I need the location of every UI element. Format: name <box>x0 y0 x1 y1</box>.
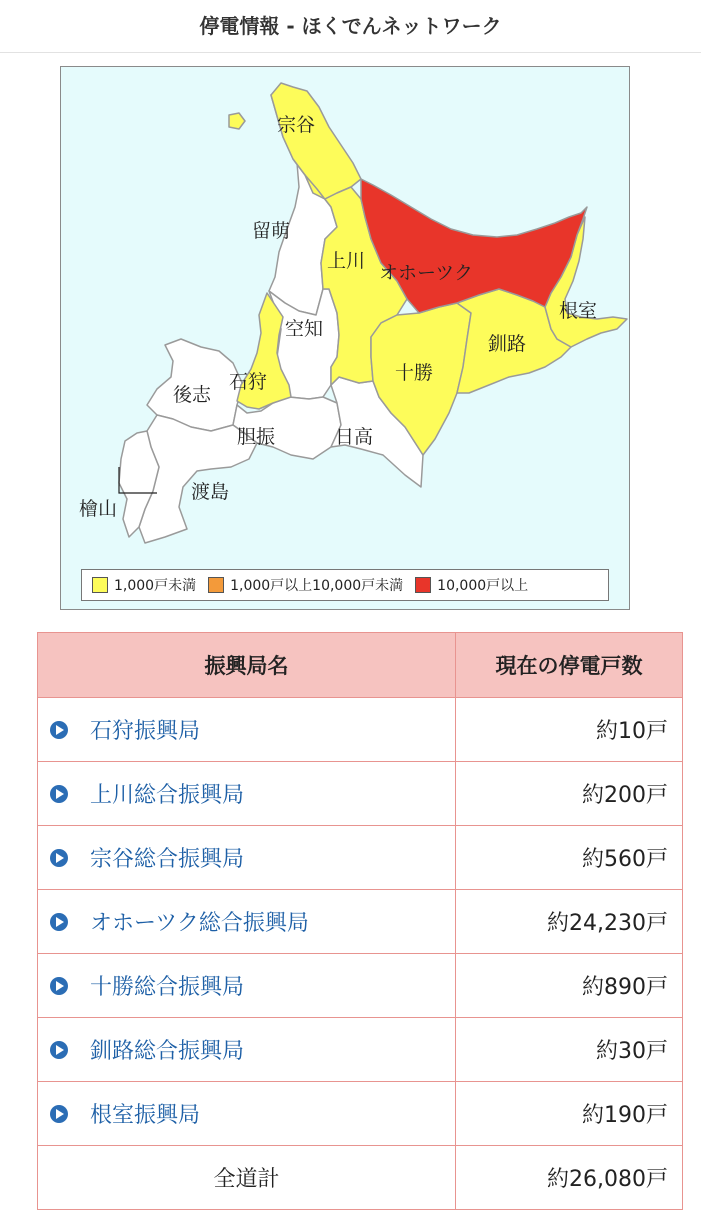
hokkaido-map-svg <box>61 67 630 610</box>
label-nemuro: 根室 <box>559 300 598 322</box>
table-row <box>38 890 683 954</box>
office-link[interactable] <box>50 778 454 809</box>
office-link[interactable] <box>50 842 454 873</box>
label-shiribeshi: 後志 <box>173 384 212 406</box>
office-link[interactable] <box>50 1098 454 1129</box>
label-rumoi: 留萌 <box>252 220 291 242</box>
page-header <box>0 0 701 53</box>
legend-swatch-red <box>415 577 431 593</box>
office-name: 上川総合振興局 <box>90 783 245 808</box>
page-title: 停電情報 - ほくでんネットワーク <box>199 14 502 38</box>
table-row <box>38 1082 683 1146</box>
column-header-count: 現在の停電戸数 <box>456 633 683 698</box>
outage-count: 約30戸 <box>456 1018 683 1082</box>
arrow-right-icon <box>50 785 68 803</box>
outage-table <box>37 632 683 1210</box>
legend-item <box>208 575 403 595</box>
total-label: 全道計 <box>38 1146 456 1210</box>
office-name: オホーツク総合振興局 <box>90 911 309 936</box>
arrow-right-icon <box>50 1105 68 1123</box>
label-sorachi: 空知 <box>285 318 324 340</box>
outage-count: 約560戸 <box>456 826 683 890</box>
table-row <box>38 698 683 762</box>
arrow-right-icon <box>50 721 68 739</box>
label-okhotsk: オホーツク <box>379 262 474 284</box>
outage-count: 約24,230戸 <box>456 890 683 954</box>
office-name: 宗谷総合振興局 <box>90 847 245 872</box>
region-rishiri-island <box>229 113 245 129</box>
legend-label: 1,000戸未満 <box>114 578 197 594</box>
office-name: 根室振興局 <box>90 1103 201 1128</box>
legend-label: 10,000戸以上 <box>437 578 529 594</box>
label-oshima: 渡島 <box>191 481 230 503</box>
label-soya: 宗谷 <box>277 114 316 136</box>
office-name: 石狩振興局 <box>90 719 201 744</box>
office-name: 釧路総合振興局 <box>90 1039 245 1064</box>
table-row <box>38 954 683 1018</box>
office-link[interactable] <box>50 906 454 937</box>
outage-count: 約200戸 <box>456 762 683 826</box>
office-link[interactable] <box>50 970 454 1001</box>
label-iburi: 胆振 <box>237 426 276 448</box>
column-header-office: 振興局名 <box>38 633 456 698</box>
legend-item <box>92 575 196 595</box>
arrow-right-icon <box>50 913 68 931</box>
total-count: 約26,080戸 <box>456 1146 683 1210</box>
legend-label: 1,000戸以上10,000戸未満 <box>230 578 404 594</box>
legend-item <box>415 575 528 595</box>
label-hidaka: 日高 <box>335 426 374 448</box>
label-kamikawa: 上川 <box>327 250 366 272</box>
table-row <box>38 1018 683 1082</box>
arrow-right-icon <box>50 977 68 995</box>
office-name: 十勝総合振興局 <box>90 975 245 1000</box>
arrow-right-icon <box>50 849 68 867</box>
table-row <box>38 826 683 890</box>
legend-swatch-yellow <box>92 577 108 593</box>
outage-map <box>60 66 630 610</box>
outage-count: 約890戸 <box>456 954 683 1018</box>
label-tokachi: 十勝 <box>395 362 434 384</box>
label-hiyama: 檜山 <box>79 498 118 520</box>
region-soya[interactable] <box>271 83 361 199</box>
label-kushiro: 釧路 <box>488 333 527 355</box>
label-ishikari: 石狩 <box>229 371 268 393</box>
map-legend <box>81 569 609 601</box>
office-link[interactable] <box>50 1034 454 1065</box>
outage-count: 約10戸 <box>456 698 683 762</box>
legend-swatch-orange <box>208 577 224 593</box>
table-header-row <box>38 633 683 698</box>
office-link[interactable] <box>50 714 454 745</box>
table-row <box>38 762 683 826</box>
outage-count: 約190戸 <box>456 1082 683 1146</box>
arrow-right-icon <box>50 1041 68 1059</box>
